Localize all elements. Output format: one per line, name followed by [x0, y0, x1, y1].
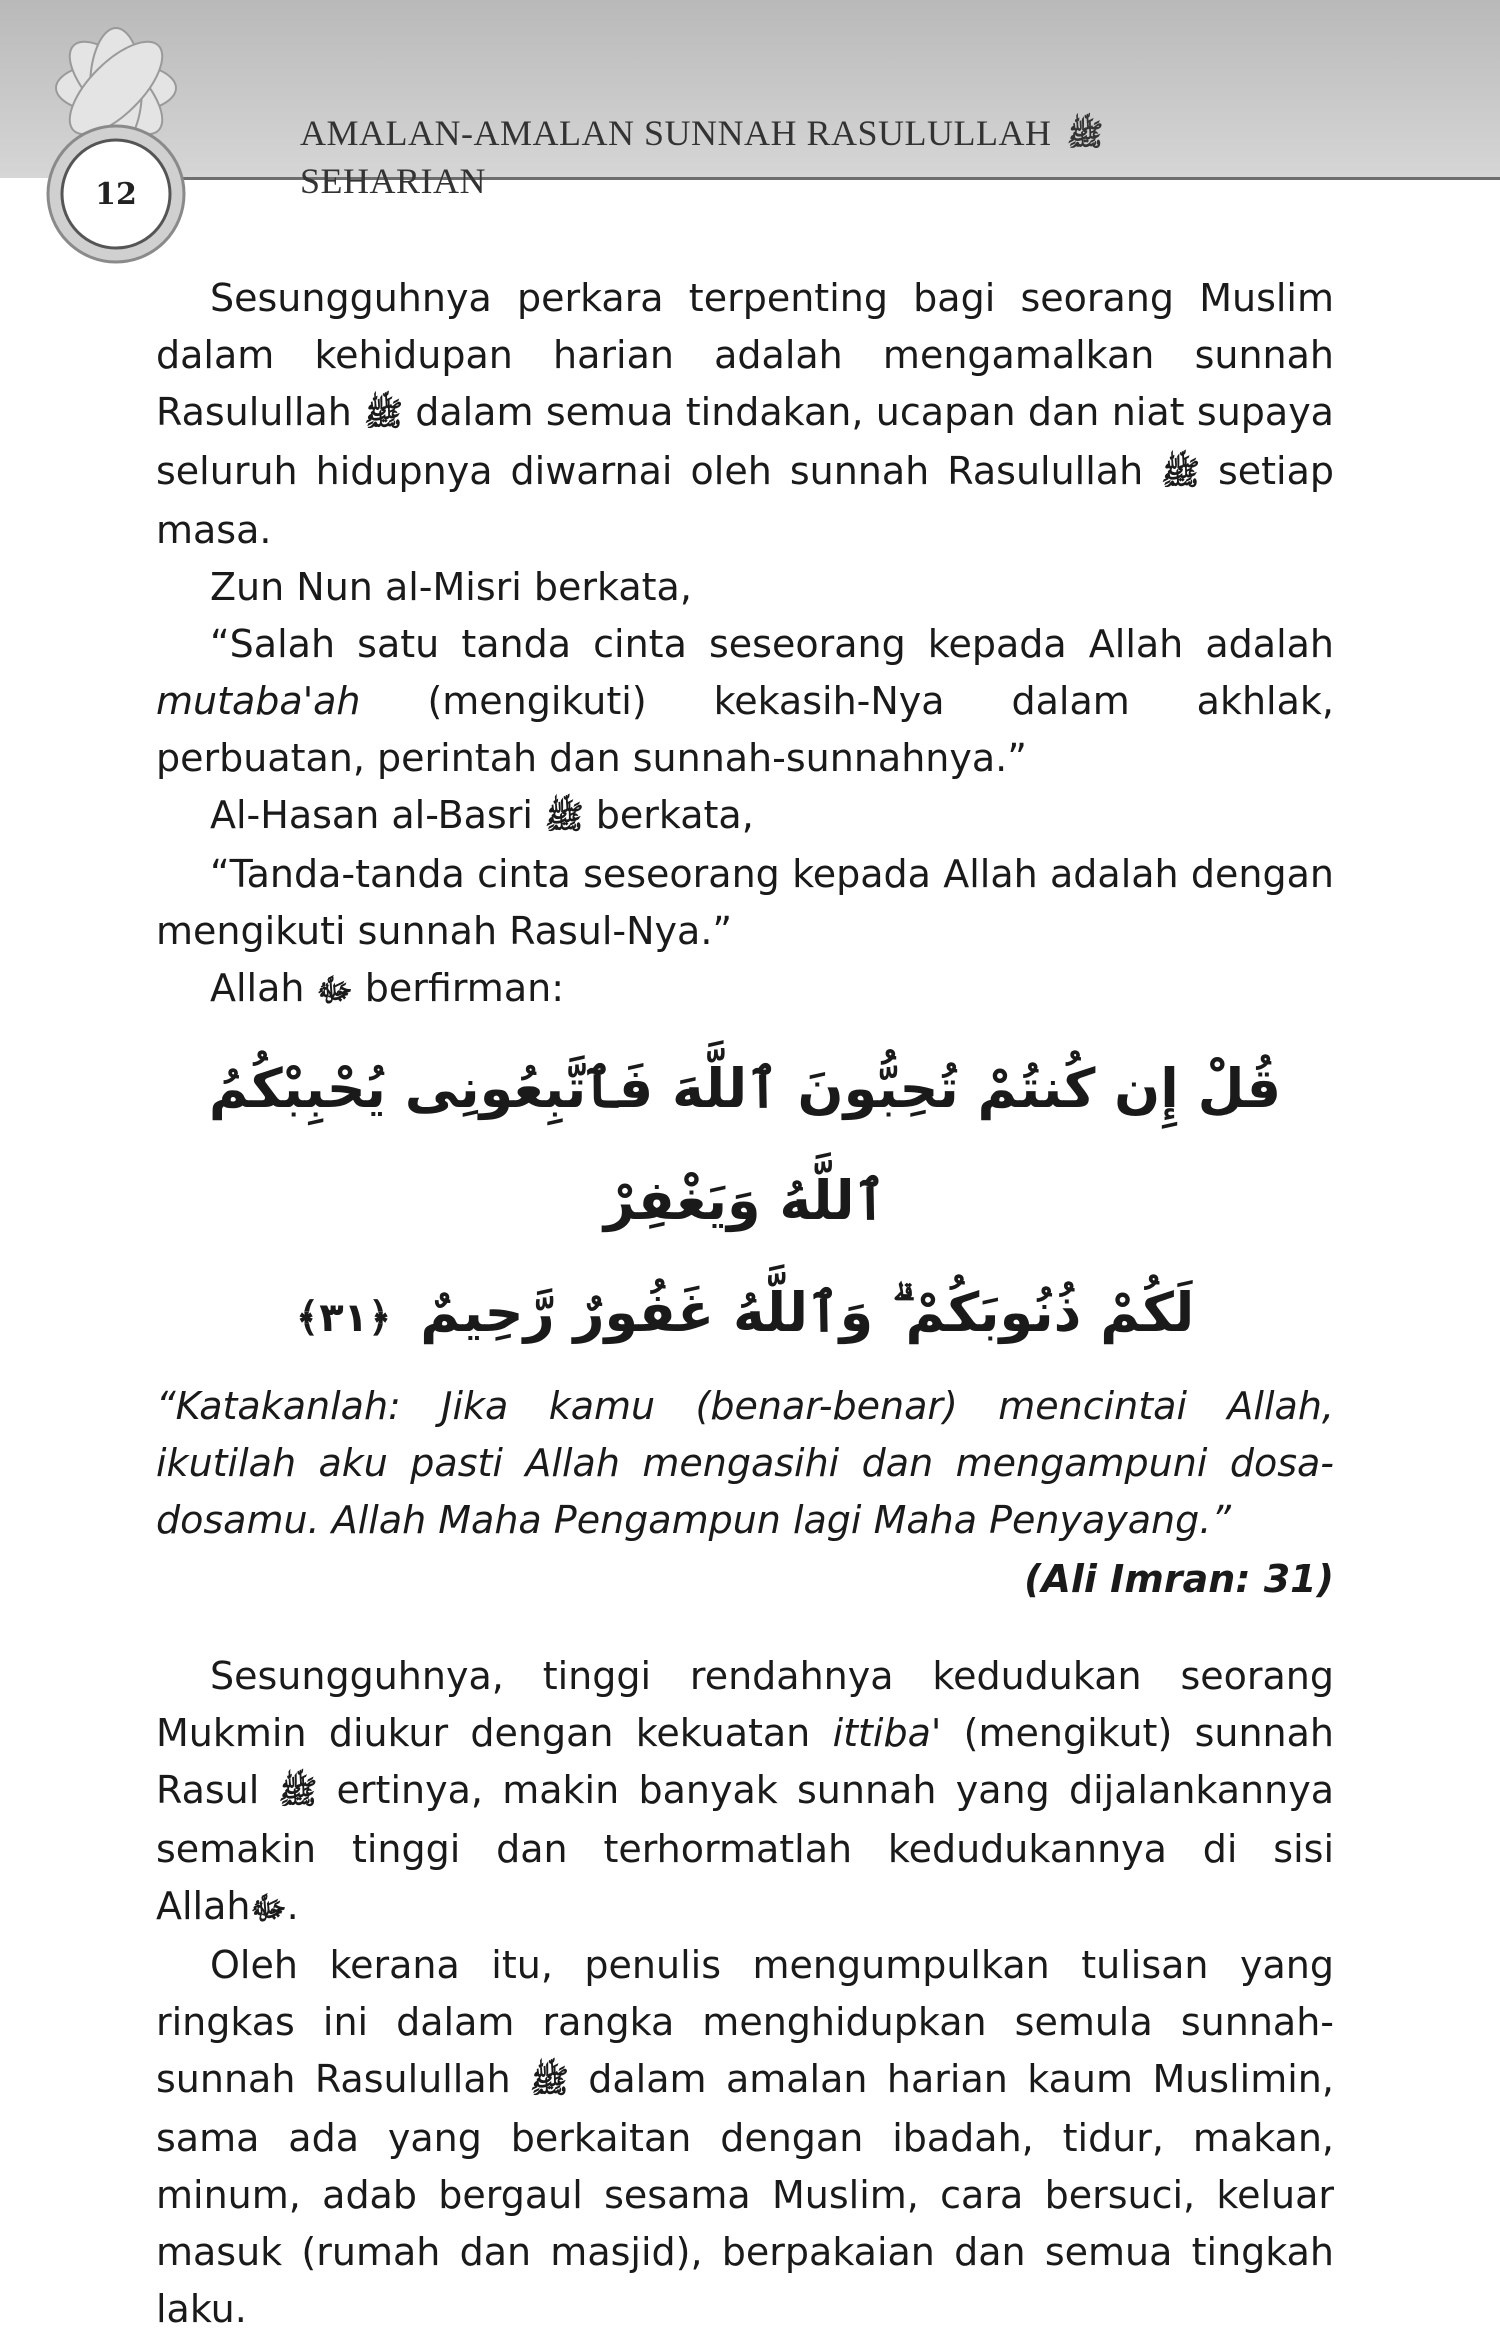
paragraph-8: [156, 1937, 1334, 2338]
quran-verse-line-1: قُلْ إِن كُنتُمْ تُحِبُّونَ ٱللَّهَ فَٱتَّبِعُونِى يُحْبِبْكُمُ ٱللَّهُ وَيَغْفِرْ: [208, 1057, 1282, 1232]
ayah-number-icon: ﴿٣١﴾: [295, 1295, 392, 1341]
quran-verse-line-2: لَكُمْ ذُنُوبَكُمْ ۗ وَٱللَّهُ غَفُورٌ رَّحِيمٌ: [420, 1281, 1195, 1344]
saw-mark: ﷺ: [1066, 119, 1104, 152]
quote-text: “Salah satu tanda cinta seseorang kepada Allah adalah: [210, 622, 1334, 666]
speaker-name: Al-Hasan al-Basri: [210, 793, 533, 837]
italic-term: mutaba'ah: [156, 679, 361, 723]
paragraph-8-text-2: dalam amalan harian kaum Muslimin, sama ada yang berkaitan dengan ibadah, tidur, makan, minum, adab bergaul sesama Muslim, cara bersuci, keluar masuk (rumah dan masjid), berpakaian dan semua tingkah laku.: [156, 2057, 1334, 2331]
paragraph-7-text: Sesungguhnya, tinggi rendahnya kedudukan seorang Mukmin diukur dengan kekuatan: [156, 1654, 1334, 1755]
verse-translation: “Katakanlah: Jika kamu (benar-benar) mencintai Allah, ikutilah aku pasti Allah mengasihi dan mengampuni dosa-dosamu. Allah Maha Pengampun lagi Maha Penyayang.”: [156, 1384, 1334, 1542]
paragraph-7: [156, 1648, 1334, 1937]
paragraph-8-text: Oleh kerana itu, penulis mengumpulkan tulisan yang ringkas ini dalam rangka menghidupkan semula sunnah-sunnah Rasulullah: [156, 1943, 1334, 2101]
paragraph-7-text-3: ertinya, makin banyak sunnah yang dijalankannya semakin tinggi dan terhormatlah kedudukannya di sisi Allah: [156, 1768, 1334, 1928]
quran-verse: [156, 1033, 1334, 1374]
italic-term: ittiba': [832, 1711, 942, 1755]
paragraph-6: [156, 960, 1334, 1019]
paragraph-7-text-2: (mengikut) sunnah Rasul: [156, 1711, 1334, 1812]
saw-mark: ﷺ: [278, 1773, 318, 1811]
paragraph-3: [156, 616, 1334, 787]
saw-mark: ﷺ: [1161, 454, 1200, 492]
quote-text-2: (mengikuti) kekasih-Nya dalam akhlak, perbuatan, perintah dan sunnah-sunnahnya.”: [156, 679, 1334, 780]
running-title-text-end: SEHARIAN: [300, 161, 487, 201]
verse-reference: (Ali Imran: 31): [1024, 1557, 1334, 1601]
berfirman-text: berfirman:: [364, 966, 564, 1010]
saw-mark: ﷺ: [364, 395, 403, 433]
paragraph-5: “Tanda-tanda cinta seseorang kepada Allah adalah dengan mengikuti sunnah Rasul-Nya.”: [156, 852, 1334, 953]
swt-mark: ﷻ: [316, 971, 353, 1009]
honorific-mark: ﷺ: [545, 798, 584, 836]
paragraph-7-end: .: [286, 1884, 299, 1928]
allah-text: Allah: [210, 966, 305, 1010]
page-body: [156, 270, 1334, 2338]
paragraph-1-text: Sesungguhnya perkara terpenting bagi seorang Muslim dalam kehidupan harian adalah mengamalkan sunnah Rasulullah: [156, 276, 1334, 434]
swt-mark: ﷻ: [250, 1889, 287, 1927]
running-title: [300, 112, 1300, 202]
paragraph-4: [156, 787, 1334, 846]
saw-mark: ﷺ: [530, 2062, 569, 2100]
speaker-verb: berkata,: [595, 793, 754, 837]
page-number: 12: [95, 176, 137, 212]
running-title-text: AMALAN-AMALAN SUNNAH RASULULLAH: [300, 113, 1052, 153]
paragraph-1-text-3: setiap masa.: [156, 449, 1334, 552]
paragraph-1-text-2: dalam semua tindakan, ucapan dan niat supaya seluruh hidupnya diwarnai oleh sunnah Rasulullah: [156, 390, 1334, 493]
paragraph-2: Zun Nun al-Misri berkata,: [210, 565, 692, 609]
paragraph-1: [156, 270, 1334, 559]
